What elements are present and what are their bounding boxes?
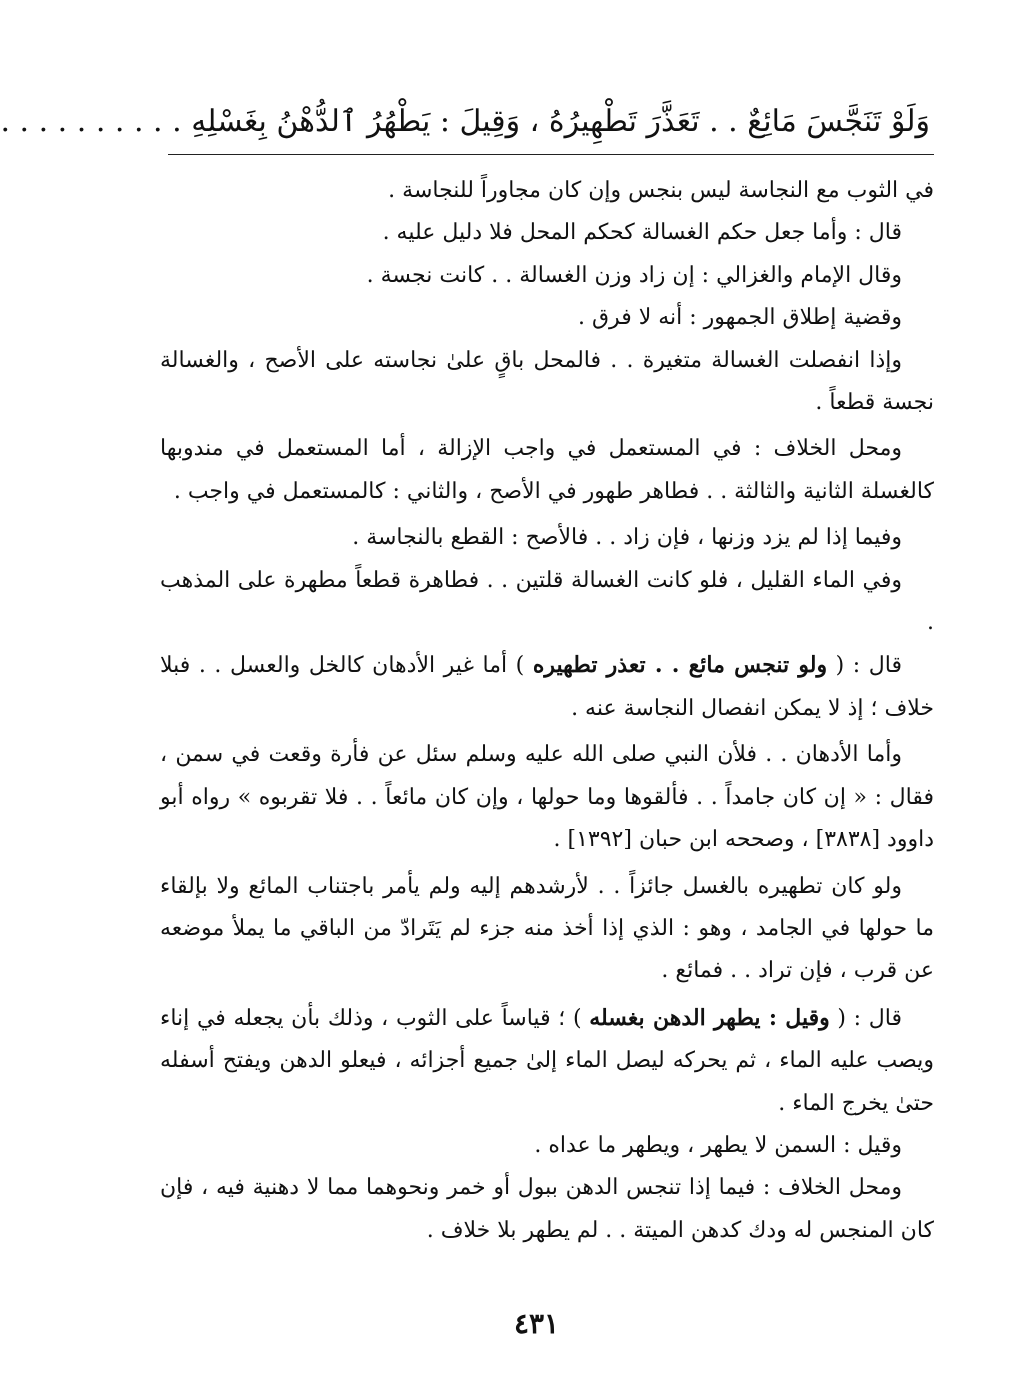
quote-commentary: ) أما غير الأدهان كالخل والعسل . . فبلا خلاف ؛ إذ لا يمكن انفصال النجاسة عنه . <box>160 653 934 721</box>
matn-text: ولو تنجس مائع . . تعذر تطهيره <box>532 652 828 679</box>
paragraph-matn-quote <box>160 644 934 730</box>
paragraph: وقيل : السمن لا يطهر ، ويطهر ما عداه . <box>534 1132 902 1158</box>
paragraph: وقضية إطلاق الجمهور : أنه لا فرق . <box>578 305 902 331</box>
paragraph: وفي الماء القليل ، فلو كانت الغسالة قلتين . . فطاهرة قطعاً مطهرة على المذهب . <box>160 567 934 636</box>
quote-open: قال : ( <box>827 653 902 679</box>
paragraph-matn-quote <box>160 997 934 1125</box>
quote-open: قال : ( <box>829 1005 902 1031</box>
paragraph: وإذا انفصلت الغسالة متغيرة . . فالمحل باقٍ علىٰ نجاسته على الأصح ، والغسالة نجسة قطعاً . <box>160 347 934 416</box>
paragraph: وفيما إذا لم يزد وزنها ، فإن زاد . . فالأصح : القطع بالنجاسة . <box>352 525 902 551</box>
paragraph: ولو كان تطهيره بالغسل جائزاً . . لأرشدهم إليه ولم يأمر باجتناب المائع ولا بإلقاء ما حولها في الجامد ، وهو : الذي إذا أخذ منه جزء لم يَتَرادّ من الباقي ما يملأ موضعه عن قرب ، فإن تراد . . فمائع . <box>160 873 934 984</box>
paragraph: وأما الأدهان . . فلأن النبي صلى الله عليه وسلم سئل عن فأرة وقعت في سمن ، فقال : « إن كان جامداً . . فألقوها وما حولها ، وإن كان مائعاً . . فلا تقربوه » رواه أبو داوود [٣٨٣٨] ، وصححه ابن حبان [١٣٩٢] . <box>160 742 934 853</box>
running-header: وَلَوْ تَنَجَّسَ مَائِعٌ . . تَعَذَّرَ تَطْهِيرُهُ ، وَقِيلَ : يَطْهُرُ ٱلدُّهْنُ بِغَسْلِهِ . . . . . . . . . . <box>0 104 930 139</box>
paragraph: ومحل الخلاف : في المستعمل في واجب الإزالة ، أما المستعمل في مندوبها كالغسلة الثانية والثالثة . . فطاهر طهور في الأصح ، والثاني : كالمستعمل في واجب . <box>160 436 934 504</box>
paragraph: وقال الإمام والغزالي : إن زاد وزن الغسالة . . كانت نجسة . <box>366 262 902 288</box>
commentary-body <box>160 170 934 1252</box>
page-number: ٤٣١ <box>513 1307 560 1340</box>
paragraph-continuation: في الثوب مع النجاسة ليس بنجس وإن كان مجاوراً للنجاسة . <box>388 178 934 203</box>
matn-text: وقيل : يطهر الدهن بغسله <box>589 1004 830 1031</box>
paragraph: قال : وأما جعل حكم الغسالة كحكم المحل فلا دليل عليه . <box>382 220 902 246</box>
header-divider <box>168 154 934 155</box>
paragraph: ومحل الخلاف : فيما إذا تنجس الدهن ببول أو خمر ونحوهما مما لا دهنية فيه ، فإن كان المنجس له ودك كدهن الميتة . . لم يطهر بلا خلاف . <box>160 1175 934 1243</box>
quote-commentary: ) ؛ قياساً على الثوب ، وذلك بأن يجعله في إناء ويصب عليه الماء ، ثم يحركه ليصل الماء إلىٰ جميع أجزائه ، فيعلو الدهن ويفتح أسفله حتىٰ يخرج الماء . <box>160 1005 934 1116</box>
